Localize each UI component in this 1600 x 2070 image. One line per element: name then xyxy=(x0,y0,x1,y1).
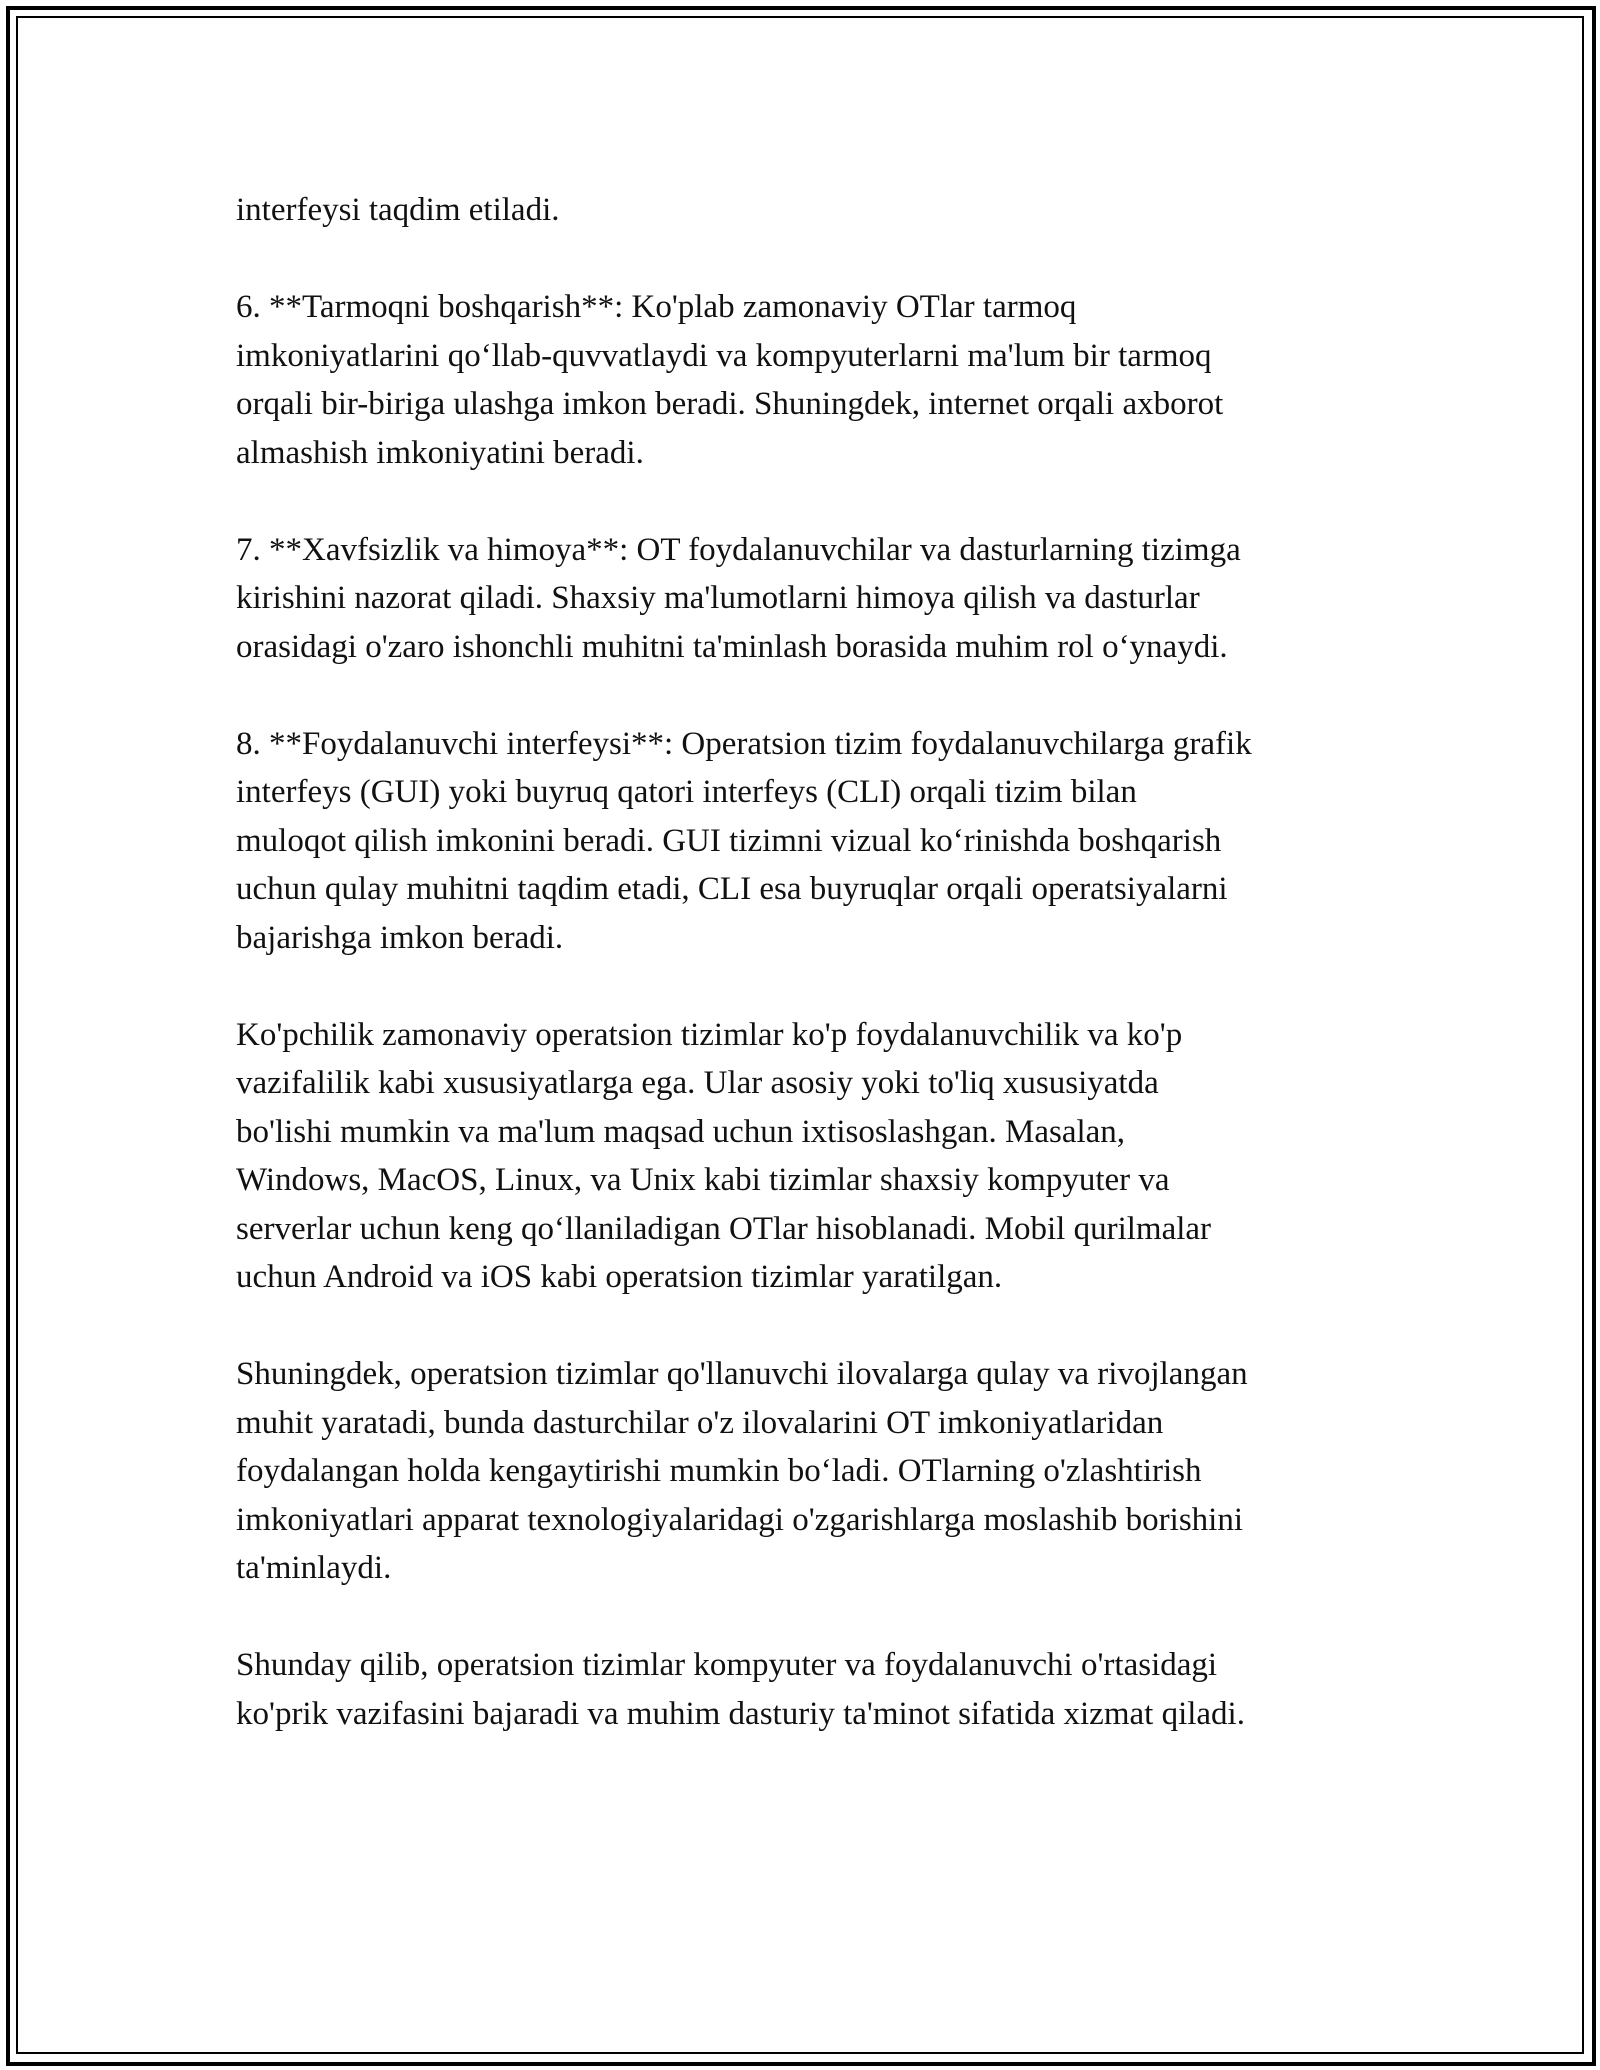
text-line: vazifalilik kabi xususiyatlarga ega. Ular asosiy yoki to'liq xususiyatda xyxy=(236,1065,1159,1101)
text-line: uchun Android va iOS kabi operatsion tizimlar yaratilgan. xyxy=(236,1259,1003,1295)
text-line: 8. **Foydalanuvchi interfeysi**: Operatsion tizim foydalanuvchilarga grafik xyxy=(236,725,1252,762)
text-line: orasidagi o'zaro ishonchli muhitni ta'minlash borasida muhim rol o‘ynaydi. xyxy=(236,628,1228,665)
text-line: imkoniyatlari apparat texnologiyalaridagi o'zgarishlarga moslashib borishini xyxy=(236,1501,1243,1538)
paragraph-security xyxy=(236,526,1376,672)
text-line: ta'minlaydi. xyxy=(236,1550,392,1586)
text-line: Windows, MacOS, Linux, va Unix kabi tizimlar shaxsiy kompyuter va xyxy=(236,1162,1170,1198)
text-line: foydalangan holda kengaytirishi mumkin bo‘ladi. OTlarning o'zlashtirish xyxy=(236,1453,1202,1489)
text-line: ko'prik vazifasini bajaradi va muhim dasturiy ta'minot sifatida xizmat qiladi. xyxy=(236,1695,1245,1732)
text-line: bajarishga imkon beradi. xyxy=(236,919,564,956)
text-line: serverlar uchun keng qo‘llaniladigan OTlar hisoblanadi. Mobil qurilmalar xyxy=(236,1210,1212,1247)
text-line: Shunday qilib, operatsion tizimlar kompyuter va foydalanuvchi o'rtasidagi xyxy=(236,1647,1218,1683)
text-line: 6. **Tarmoqni boshqarish**: Ko'plab zamonaviy OTlar tarmoq xyxy=(236,289,1077,325)
text-line: interfeys (GUI) yoki buyruq qatori interfeys (CLI) orqali tizim bilan xyxy=(236,774,1137,810)
paragraph-conclusion xyxy=(236,1641,1376,1738)
text-line: almashish imkoniyatini beradi. xyxy=(236,434,644,471)
text-line: muhit yaratadi, bunda dasturchilar o'z ilovalarini OT imkoniyatlaridan xyxy=(236,1404,1164,1441)
text-line: interfeysi taqdim etiladi. xyxy=(236,192,560,228)
paragraph-continuation xyxy=(236,186,1376,235)
text-line: muloqot qilish imkonini beradi. GUI tizimni vizual ko‘rinishda boshqarish xyxy=(236,822,1222,859)
paragraph-multiuser xyxy=(236,1011,1376,1302)
text-line: uchun qulay muhitni taqdim etadi, CLI esa buyruqlar orqali operatsiyalarni xyxy=(236,871,1228,907)
text-line: bo'lishi mumkin va ma'lum maqsad uchun ixtisoslashgan. Masalan, xyxy=(236,1113,1126,1150)
text-line: kirishini nazorat qiladi. Shaxsiy ma'lumotlarni himoya qilish va dasturlar xyxy=(236,580,1200,616)
text-line: imkoniyatlarini qo‘llab-quvvatlaydi va kompyuterlarni ma'lum bir tarmoq xyxy=(236,337,1212,374)
text-line: orqali bir-biriga ulashga imkon beradi. Shuningdek, internet orqali axborot xyxy=(236,386,1224,422)
text-line: Ko'pchilik zamonaviy operatsion tizimlar ko'p foydalanuvchilik va ko'p xyxy=(236,1016,1183,1053)
text-line: Shuningdek, operatsion tizimlar qo'llanuvchi ilovalarga qulay va rivojlangan xyxy=(236,1356,1248,1392)
paragraph-applications xyxy=(236,1350,1376,1593)
document-body xyxy=(236,186,1376,1738)
text-line: 7. **Xavfsizlik va himoya**: OT foydalanuvchilar va dasturlarning tizimga xyxy=(236,531,1241,568)
paragraph-network-management xyxy=(236,283,1376,477)
paragraph-user-interface xyxy=(236,720,1376,963)
